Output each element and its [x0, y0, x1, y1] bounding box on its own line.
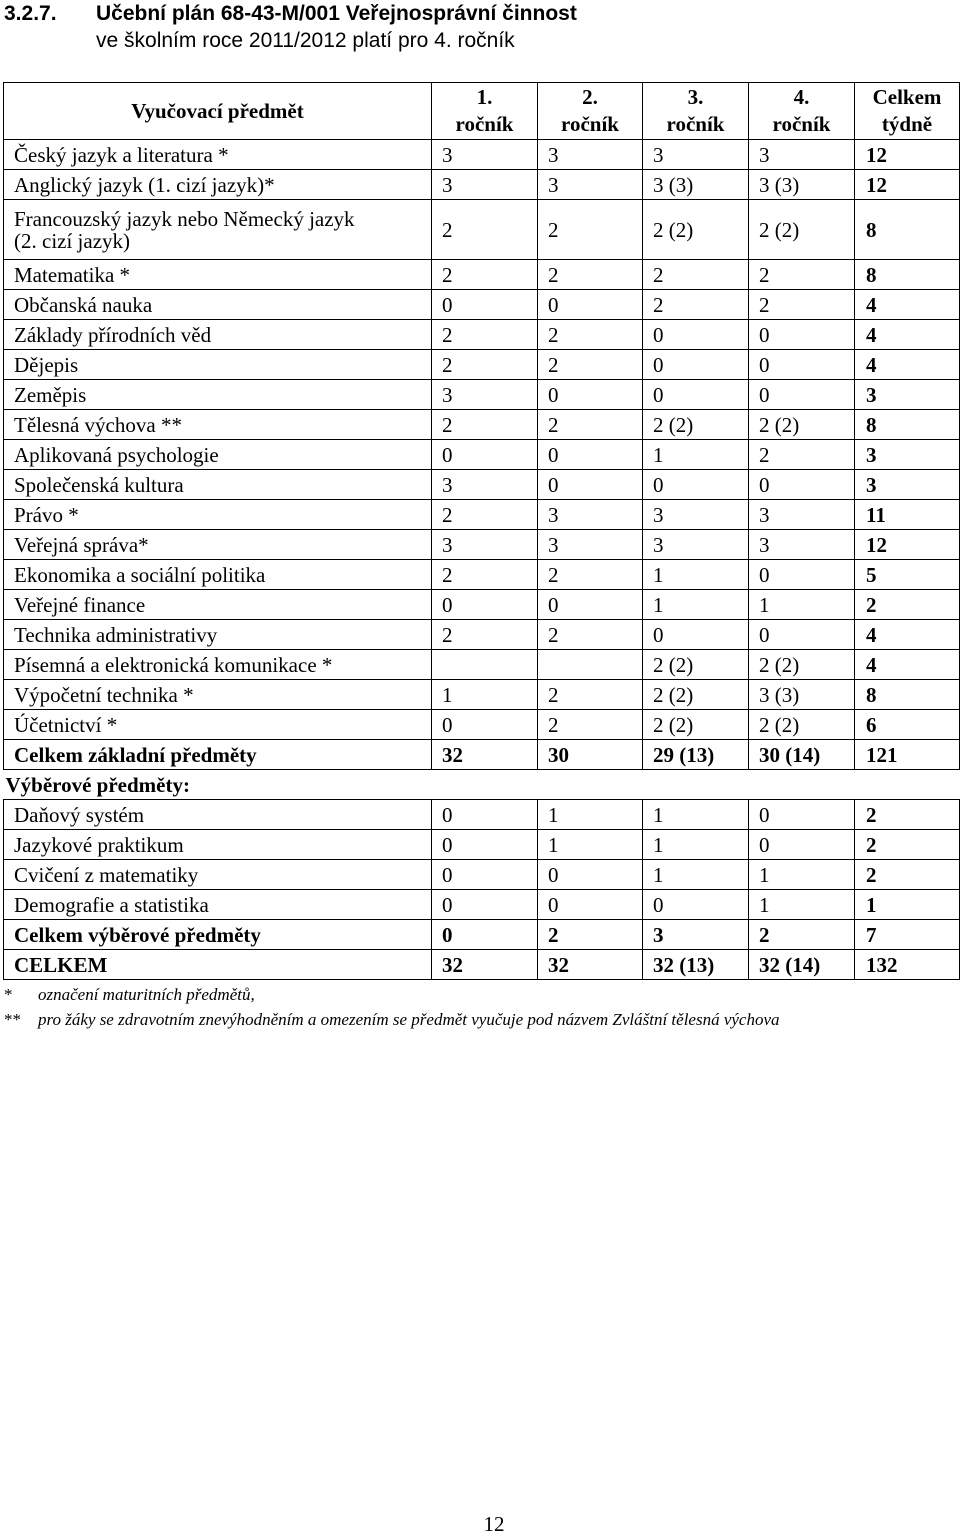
table-row [4, 500, 960, 530]
year-3-cell: 2 (2) [643, 650, 749, 680]
year-4-cell: 3 [749, 530, 855, 560]
total-cell: 4 [855, 620, 960, 650]
header-year-2: 2. ročník [538, 83, 643, 140]
year-4-cell: 2 [749, 290, 855, 320]
blank-cell [643, 770, 749, 800]
subject-cell: Písemná a elektronická komunikace * [4, 650, 432, 680]
subject-cell: Aplikovaná psychologie [4, 440, 432, 470]
section-subtitle: ve školním roce 2011/2012 platí pro 4. ročník [96, 29, 515, 52]
footnote-1: * označení maturitních předmětů, [4, 985, 255, 1004]
year-4-cell: 0 [749, 350, 855, 380]
subject-cell: Celkem výběrové předměty [4, 920, 432, 950]
year-2-cell: 0 [538, 590, 643, 620]
total-cell: 2 [855, 860, 960, 890]
year-4-cell: 0 [749, 620, 855, 650]
year-1-cell: 0 [432, 920, 538, 950]
year-3-cell: 0 [643, 350, 749, 380]
total-cell: 2 [855, 590, 960, 620]
table-row [4, 140, 960, 170]
total-cell: 3 [855, 470, 960, 500]
header-total: Celkem týdně [855, 83, 960, 140]
year-2-cell: 30 [538, 740, 643, 770]
year-1-cell: 3 [432, 140, 538, 170]
year-1-cell: 2 [432, 560, 538, 590]
section-heading [4, 0, 577, 52]
year-4-cell: 2 (2) [749, 410, 855, 440]
subject-cell: Anglický jazyk (1. cizí jazyk)* [4, 170, 432, 200]
section-number: 3.2.7. [4, 2, 57, 25]
table-row [4, 860, 960, 890]
year-3-cell: 3 [643, 530, 749, 560]
year-1-cell: 3 [432, 530, 538, 560]
year-2-cell: 2 [538, 320, 643, 350]
year-4-cell: 1 [749, 890, 855, 920]
elective-heading: Výběrové předměty: [4, 770, 432, 800]
blank-cell [432, 770, 538, 800]
footnotes [4, 982, 780, 1032]
year-1-cell: 2 [432, 620, 538, 650]
year-1-cell: 0 [432, 830, 538, 860]
year-2-cell: 0 [538, 380, 643, 410]
year-1-cell: 2 [432, 500, 538, 530]
year-3-cell: 1 [643, 800, 749, 830]
year-2-cell: 1 [538, 830, 643, 860]
total-cell: 4 [855, 650, 960, 680]
year-3-cell: 0 [643, 890, 749, 920]
total-cell: 2 [855, 800, 960, 830]
table-row [4, 530, 960, 560]
year-2-cell: 32 [538, 950, 643, 980]
subject-cell: Účetnictví * [4, 710, 432, 740]
subject-cell: Společenská kultura [4, 470, 432, 500]
year-3-cell: 2 (2) [643, 200, 749, 260]
year-2-cell: 3 [538, 170, 643, 200]
total-cell: 2 [855, 830, 960, 860]
year-2-cell: 2 [538, 680, 643, 710]
year-3-cell: 1 [643, 560, 749, 590]
year-4-cell: 2 [749, 440, 855, 470]
year-3-cell: 29 (13) [643, 740, 749, 770]
year-3-cell: 1 [643, 860, 749, 890]
subject-cell: Jazykové praktikum [4, 830, 432, 860]
year-1-cell [432, 650, 538, 680]
year-1-cell: 2 [432, 350, 538, 380]
table-row [4, 650, 960, 680]
table-row [4, 380, 960, 410]
year-3-cell: 3 [643, 920, 749, 950]
total-cell: 4 [855, 350, 960, 380]
year-1-cell: 0 [432, 440, 538, 470]
section-title: Učební plán 68-43-M/001 Veřejnosprávní činnost [96, 2, 577, 25]
table-row [4, 170, 960, 200]
year-3-cell: 3 (3) [643, 170, 749, 200]
year-1-cell: 3 [432, 470, 538, 500]
elective-heading-row [4, 770, 960, 800]
header-subject: Vyučovací předmět [4, 83, 432, 140]
year-2-cell [538, 650, 643, 680]
year-4-cell: 32 (14) [749, 950, 855, 980]
year-3-cell: 0 [643, 620, 749, 650]
table-row [4, 800, 960, 830]
year-2-cell: 2 [538, 200, 643, 260]
year-4-cell: 3 [749, 500, 855, 530]
year-1-cell: 3 [432, 380, 538, 410]
subject-cell: Cvičení z matematiky [4, 860, 432, 890]
year-1-cell: 2 [432, 200, 538, 260]
header-year-3: 3. ročník [643, 83, 749, 140]
year-4-cell: 3 (3) [749, 680, 855, 710]
year-2-cell: 2 [538, 260, 643, 290]
year-1-cell: 1 [432, 680, 538, 710]
subject-cell: Daňový systém [4, 800, 432, 830]
subject-cell: Základy přírodních věd [4, 320, 432, 350]
page-number: 12 [483, 1512, 505, 1536]
year-4-cell: 2 [749, 920, 855, 950]
total-cell: 8 [855, 410, 960, 440]
total-cell: 1 [855, 890, 960, 920]
blank-cell [855, 770, 960, 800]
year-4-cell: 1 [749, 590, 855, 620]
year-4-cell: 2 [749, 260, 855, 290]
subject-cell: Zeměpis [4, 380, 432, 410]
grand-total-row [4, 950, 960, 980]
year-3-cell: 2 [643, 260, 749, 290]
total-cell: 3 [855, 440, 960, 470]
total-cell: 4 [855, 320, 960, 350]
total-cell: 11 [855, 500, 960, 530]
table-row [4, 830, 960, 860]
total-cell: 8 [855, 260, 960, 290]
subject-cell: CELKEM [4, 950, 432, 980]
year-2-cell: 0 [538, 440, 643, 470]
table-row [4, 410, 960, 440]
subject-cell: Matematika * [4, 260, 432, 290]
year-4-cell: 3 (3) [749, 170, 855, 200]
total-cell: 3 [855, 380, 960, 410]
subject-cell: Ekonomika a sociální politika [4, 560, 432, 590]
header-year-4: 4. ročník [749, 83, 855, 140]
year-3-cell: 2 [643, 290, 749, 320]
subject-cell: Výpočetní technika * [4, 680, 432, 710]
subject-cell: Technika administrativy [4, 620, 432, 650]
year-1-cell: 0 [432, 590, 538, 620]
header-year-1: 1. ročník [432, 83, 538, 140]
subject-cell: Právo * [4, 500, 432, 530]
year-2-cell: 2 [538, 560, 643, 590]
year-4-cell: 2 (2) [749, 650, 855, 680]
total-cell: 12 [855, 170, 960, 200]
year-3-cell: 1 [643, 830, 749, 860]
year-3-cell: 0 [643, 320, 749, 350]
subject-cell: Občanská nauka [4, 290, 432, 320]
year-2-cell: 3 [538, 530, 643, 560]
table-row [4, 590, 960, 620]
year-4-cell: 1 [749, 860, 855, 890]
year-1-cell: 2 [432, 320, 538, 350]
total-cell: 6 [855, 710, 960, 740]
table-row [4, 890, 960, 920]
year-3-cell: 3 [643, 500, 749, 530]
total-cell: 12 [855, 140, 960, 170]
year-2-cell: 2 [538, 620, 643, 650]
year-4-cell: 0 [749, 830, 855, 860]
year-2-cell: 0 [538, 860, 643, 890]
year-2-cell: 0 [538, 290, 643, 320]
year-2-cell: 1 [538, 800, 643, 830]
table-row [4, 560, 960, 590]
year-1-cell: 3 [432, 170, 538, 200]
year-1-cell: 0 [432, 890, 538, 920]
total-cell: 7 [855, 920, 960, 950]
total-cell: 132 [855, 950, 960, 980]
year-1-cell: 2 [432, 260, 538, 290]
total-cell: 8 [855, 200, 960, 260]
year-1-cell: 0 [432, 710, 538, 740]
year-4-cell: 2 (2) [749, 710, 855, 740]
subject-cell: Tělesná výchova ** [4, 410, 432, 440]
year-4-cell: 0 [749, 470, 855, 500]
year-2-cell: 2 [538, 920, 643, 950]
table-row [4, 470, 960, 500]
total-cell: 5 [855, 560, 960, 590]
table-row [4, 260, 960, 290]
total-cell: 121 [855, 740, 960, 770]
year-4-cell: 3 [749, 140, 855, 170]
blank-cell [538, 770, 643, 800]
year-4-cell: 2 (2) [749, 200, 855, 260]
year-4-cell: 0 [749, 320, 855, 350]
year-3-cell: 2 (2) [643, 680, 749, 710]
year-2-cell: 3 [538, 500, 643, 530]
table-row [4, 620, 960, 650]
year-3-cell: 2 (2) [643, 710, 749, 740]
year-3-cell: 1 [643, 590, 749, 620]
table-row [4, 710, 960, 740]
blank-cell [749, 770, 855, 800]
total-cell: 4 [855, 290, 960, 320]
year-1-cell: 0 [432, 290, 538, 320]
year-3-cell: 32 (13) [643, 950, 749, 980]
year-3-cell: 2 (2) [643, 410, 749, 440]
year-2-cell: 2 [538, 410, 643, 440]
year-3-cell: 0 [643, 470, 749, 500]
subject-cell: Francouzský jazyk nebo Německý jazyk (2. cizí jazyk) [4, 200, 432, 260]
table-header-row [4, 83, 960, 140]
subject-cell: Veřejné finance [4, 590, 432, 620]
year-2-cell: 0 [538, 890, 643, 920]
table-row [4, 440, 960, 470]
year-4-cell: 0 [749, 800, 855, 830]
year-4-cell: 0 [749, 380, 855, 410]
table-row [4, 680, 960, 710]
subject-cell: Veřejná správa* [4, 530, 432, 560]
table-row [4, 290, 960, 320]
table-row [4, 320, 960, 350]
year-2-cell: 2 [538, 350, 643, 380]
core-total-row [4, 740, 960, 770]
table-row [4, 200, 960, 260]
total-cell: 12 [855, 530, 960, 560]
year-3-cell: 3 [643, 140, 749, 170]
subject-cell: Dějepis [4, 350, 432, 380]
year-2-cell: 2 [538, 710, 643, 740]
subject-cell: Celkem základní předměty [4, 740, 432, 770]
year-3-cell: 1 [643, 440, 749, 470]
table-row [4, 350, 960, 380]
year-1-cell: 0 [432, 800, 538, 830]
subject-cell: Český jazyk a literatura * [4, 140, 432, 170]
year-1-cell: 0 [432, 860, 538, 890]
year-3-cell: 0 [643, 380, 749, 410]
footnote-2: ** pro žáky se zdravotním znevýhodněním a omezením se předmět vyučuje pod názvem Zvláštní tělesná výchova [4, 1010, 780, 1029]
year-2-cell: 3 [538, 140, 643, 170]
year-4-cell: 0 [749, 560, 855, 590]
year-1-cell: 2 [432, 410, 538, 440]
year-1-cell: 32 [432, 950, 538, 980]
total-cell: 8 [855, 680, 960, 710]
curriculum-table [3, 82, 960, 980]
year-1-cell: 32 [432, 740, 538, 770]
year-2-cell: 0 [538, 470, 643, 500]
elective-total-row [4, 920, 960, 950]
subject-cell: Demografie a statistika [4, 890, 432, 920]
year-4-cell: 30 (14) [749, 740, 855, 770]
